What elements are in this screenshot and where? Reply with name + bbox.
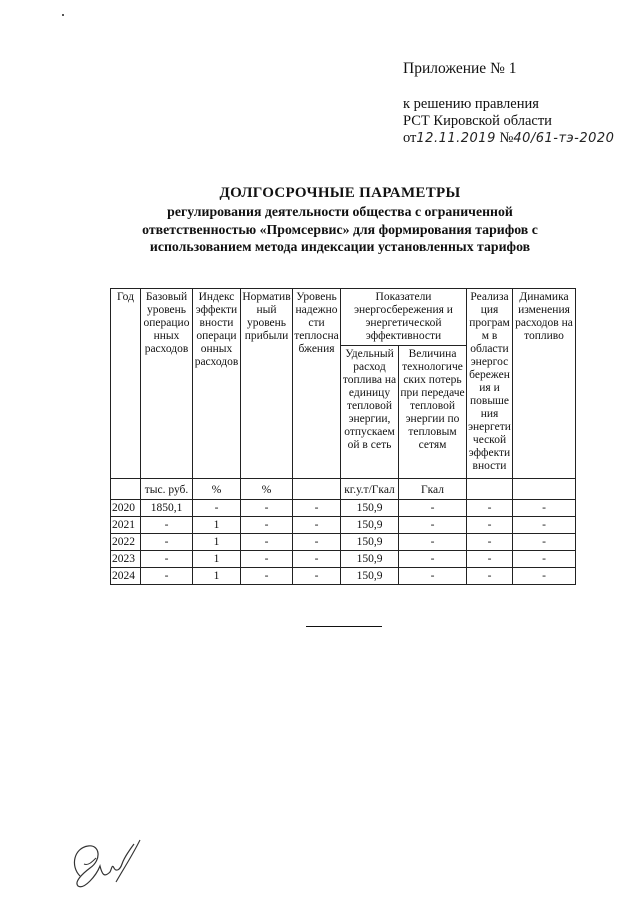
cell-index: 1 [193,551,241,568]
unit-fuel-dynamics [513,479,576,500]
table-row [111,500,576,517]
header-program: Реализация программ в области энергосбережения и повышения энергетической эффективности [467,289,513,479]
cell-fuel: 150,9 [341,534,399,551]
header-row-1 [111,289,576,346]
title-line-3: ответственностью «Промсервис» для формирования тарифов с [142,221,538,237]
cell-base: - [141,534,193,551]
cell-losses: - [399,551,467,568]
unit-fuel-consumption: кг.у.т/Гкал [341,479,399,500]
header-energy-group: Показатели энергосбережения и энергетической эффективности [341,289,467,346]
decision-reference [403,96,614,147]
table-row [111,568,576,585]
header-tech-losses: Величина технологических потерь при передаче тепловой энергии по тепловым сетям [399,346,467,479]
appendix-label: Приложение № 1 [403,60,517,77]
cell-reliability: - [293,568,341,585]
cell-reliability: - [293,534,341,551]
cell-profit: - [241,551,293,568]
cell-year: 2020 [111,500,141,517]
unit-program [467,479,513,500]
cell-index: 1 [193,568,241,585]
title-line-4: использованием метода индексации установленных тарифов [149,239,531,254]
scan-speck [62,14,64,16]
cell-dynamics: - [513,551,576,568]
cell-profit: - [241,500,293,517]
cell-profit: - [241,534,293,551]
unit-year [111,479,141,500]
decision-line-2: РСТ Кировской области [403,113,552,129]
cell-year: 2021 [111,517,141,534]
unit-efficiency-index: % [193,479,241,500]
header-reliability: Уровень надежности теплоснабжения [293,289,341,479]
cell-losses: - [399,517,467,534]
cell-reliability: - [293,551,341,568]
decision-line-1: к решению правления [403,96,539,112]
end-of-document-line [306,626,382,627]
unit-tech-losses: Гкал [399,479,467,500]
cell-reliability: - [293,517,341,534]
cell-profit: - [241,568,293,585]
decision-prefix: от [403,130,417,146]
cell-fuel: 150,9 [341,551,399,568]
header-profit-norm: Нормативный уровень прибыли [241,289,293,479]
header-base-level: Базовый уровень операционных расходов [141,289,193,479]
cell-losses: - [399,500,467,517]
header-year: Год [111,289,141,479]
table-row [111,517,576,534]
parameters-table [110,288,576,585]
header-fuel-consumption: Удельный расход топлива на единицу тепловой энергии, отпускаемой в сеть [341,346,399,479]
title-main: ДОЛГОСРОЧНЫЕ ПАРАМЕТРЫ [219,185,461,201]
unit-base-level: тыс. руб. [141,479,193,500]
cell-program: - [467,500,513,517]
data-rows [111,500,576,585]
cell-base: - [141,517,193,534]
cell-program: - [467,568,513,585]
cell-index: 1 [193,517,241,534]
table-row [111,534,576,551]
cell-index: - [193,500,241,517]
cell-fuel: 150,9 [341,568,399,585]
cell-losses: - [399,534,467,551]
units-row [111,479,576,500]
cell-losses: - [399,568,467,585]
cell-dynamics: - [513,500,576,517]
decision-date: 12.11.2019 [416,131,496,146]
header-fuel-dynamics: Динамика изменения расходов на топливо [513,289,576,479]
unit-reliability [293,479,341,500]
cell-program: - [467,534,513,551]
header-efficiency-index: Индекс эффективности операционных расходов [193,289,241,479]
decision-number-label: № [499,130,514,146]
decision-line-3 [403,130,614,147]
cell-index: 1 [193,534,241,551]
document-title [100,184,580,256]
cell-dynamics: - [513,517,576,534]
cell-fuel: 150,9 [341,500,399,517]
cell-year: 2022 [111,534,141,551]
decision-number: 40/61-тэ-2020 [513,131,615,146]
cell-dynamics: - [513,534,576,551]
cell-base: 1850,1 [141,500,193,517]
cell-program: - [467,551,513,568]
cell-program: - [467,517,513,534]
unit-profit-norm: % [241,479,293,500]
table-row [111,551,576,568]
cell-reliability: - [293,500,341,517]
handwritten-signature-icon [66,836,146,897]
cell-year: 2023 [111,551,141,568]
cell-dynamics: - [513,568,576,585]
cell-base: - [141,551,193,568]
cell-year: 2024 [111,568,141,585]
cell-base: - [141,568,193,585]
title-line-2: регулирования деятельности общества с ограниченной [167,204,513,219]
cell-profit: - [241,517,293,534]
cell-fuel: 150,9 [341,517,399,534]
